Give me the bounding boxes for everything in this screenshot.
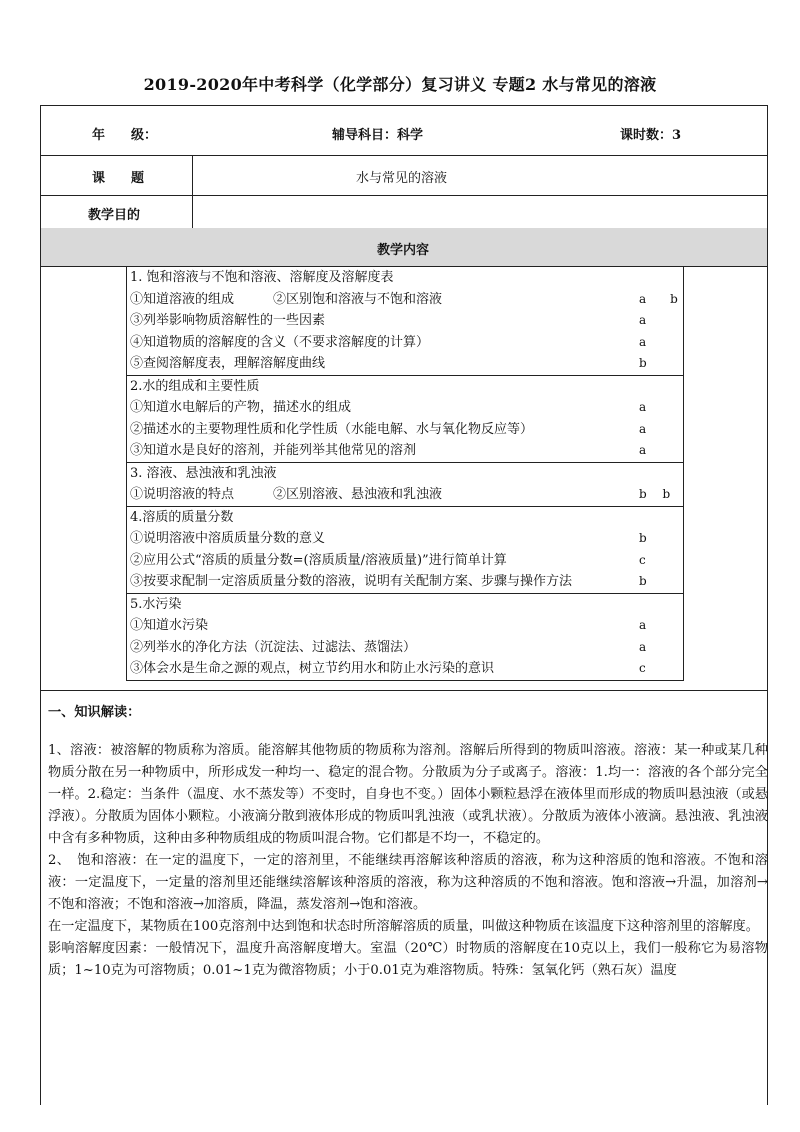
objective-line [127, 484, 683, 506]
objective-line [127, 615, 683, 637]
hours-label: 课时数：3 [620, 128, 682, 143]
objective-level: b b [639, 487, 671, 501]
objective-section [127, 463, 683, 507]
objective-section [127, 594, 683, 680]
objective-section [127, 507, 683, 594]
objective-level: a [639, 400, 647, 414]
objective-text: 3. 溶液、悬浊液和乳浊液 [130, 465, 277, 481]
objective-level: a [639, 443, 647, 457]
objective-text: ①说明溶液的特点 ②区别溶液、悬浊液和乳浊液 [130, 487, 443, 502]
objective-line [127, 637, 683, 659]
content-label: 教学内容 [377, 243, 430, 258]
knowledge-paragraph: 1、溶液：被溶解的物质称为溶质。能溶解其他物质的物质称为溶剂。溶解后所得到的物质叫溶液。溶液：某一种或某几种物质分散在另一种物质中，所形成发一种均一、稳定的混合物。分散质为分子或离子。溶液：1.均一：溶液的各个部分完全一样。2.稳定：当条件（温度、水不蒸发等）不变时，自身也不变。）固体小颗粒悬浮在液体里而形成的物质叫悬浊液（或悬浮液）。分散质为固体小颗粒。小液滴分散到液体形成的物质叫乳浊液（或乳状液）。分散质为液体小液滴。悬浊液、乳浊液中含有多种物质，这种由多种物质组成的物质叫混合物。它们都是不均一，不稳定的。 [48, 743, 768, 846]
objective-line [127, 397, 683, 419]
objective-text: ④知道物质的溶解度的含义（不要求溶解度的计算） [130, 334, 430, 350]
divider [40, 690, 768, 691]
subject-label: 辅导科目：科学 [332, 128, 424, 143]
objective-line [127, 310, 683, 332]
objective-line [127, 376, 683, 398]
objective-text: ⑤查阅溶解度表，理解溶解度曲线 [130, 356, 326, 371]
objective-line [127, 507, 683, 529]
objective-level: c [639, 661, 646, 675]
topic-value: 水与常见的溶液 [356, 171, 448, 186]
objective-text: 2.水的组成和主要性质 [130, 378, 260, 394]
knowledge-heading: 一、知识解读： [48, 705, 141, 720]
topic-label: 课 题 [92, 171, 145, 186]
objective-text: ③体会水是生命之源的观点，树立节约用水和防止水污染的意识 [130, 661, 495, 676]
objective-level: a [639, 618, 647, 632]
objective-text: 5.水污染 [130, 596, 182, 612]
objective-text: ③按要求配制一定溶质质量分数的溶液，说明有关配制方案、步骤与操作方法 [130, 574, 573, 589]
objective-level: b [639, 531, 647, 545]
objective-level: c [639, 552, 646, 567]
objective-line [127, 419, 683, 441]
objective-level: a [639, 313, 647, 327]
grade-label: 年 级： [92, 128, 158, 143]
objective-line [127, 594, 683, 616]
objective-text: ③列举影响物质溶解性的一些因素 [130, 313, 326, 328]
objective-level: b [639, 574, 647, 588]
objective-text: ①知道水污染 [130, 618, 209, 633]
objective-level: a [639, 421, 647, 436]
divider [40, 195, 768, 196]
objective-text: ①知道溶液的组成 ②区别饱和溶液与不饱和溶液 [130, 291, 443, 307]
objective-text: 4.溶质的质量分数 [130, 509, 234, 525]
column-divider [192, 155, 193, 228]
objective-line [127, 658, 683, 680]
objective-text: ③知道水是良好的溶剂，并能列举其他常见的溶剂 [130, 443, 417, 458]
objectives-table [126, 266, 684, 681]
objective-text: ①说明溶液中溶质质量分数的意义 [130, 531, 326, 546]
knowledge-paragraph: 在一定温度下，某物质在100克溶剂中达到饱和状态时所溶解溶质的质量，叫做这种物质在该温度下这种溶剂里的溶解度。 [48, 919, 759, 934]
objective-text: ②描述水的主要物理性质和化学性质（水能电解、水与氧化物反应等） [130, 421, 534, 437]
objective-line [127, 353, 683, 375]
objective-text: ②应用公式“溶质的质量分数=(溶质质量/溶液质量)”进行简单计算 [130, 552, 507, 568]
objective-line [127, 289, 683, 311]
objective-line [127, 463, 683, 485]
knowledge-paragraph: 影响溶解度因素：一般情况下，温度升高溶解度增大。室温（20℃）时物质的溶解度在10克以上，我们一般称它为易溶物质；1~10克为可溶物质；0.01~1克为微溶物质；小于0.01克为难溶物质。特殊：氢氧化钙（熟石灰）温度 [48, 941, 768, 978]
objective-level: b [639, 356, 647, 370]
objective-level: a [639, 334, 647, 349]
objective-text: 1. 饱和溶液与不饱和溶液、溶解度及溶解度表 [130, 270, 394, 285]
objective-line [127, 528, 683, 550]
knowledge-section [48, 702, 768, 982]
divider [40, 155, 768, 156]
objective-line [127, 332, 683, 354]
objective-text: ②列举水的净化方法（沉淀法、过滤法、蒸馏法） [130, 639, 417, 655]
knowledge-paragraph: 2、 饱和溶液：在一定的温度下，一定的溶剂里，不能继续再溶解该种溶质的溶液，称为这种溶质的饱和溶液。不饱和溶液：一定温度下，一定量的溶剂里还能继续溶解该种溶质的溶液，称为这种溶质的不饱和溶液。饱和溶液→升温，加溶剂→不饱和溶液；不饱和溶液→加溶质，降温，蒸发溶剂→饱和溶液。 [48, 853, 768, 912]
objective-line [127, 571, 683, 593]
goal-label: 教学目的 [88, 208, 141, 223]
objective-level: a [639, 639, 647, 654]
objective-level: a b [639, 291, 678, 306]
objective-text: ①知道水电解后的产物，描述水的组成 [130, 400, 352, 415]
document-title: 2019-2020年中考科学（化学部分）复习讲义 专题2 水与常见的溶液 [143, 75, 657, 94]
objective-section [127, 267, 683, 376]
objective-section [127, 376, 683, 463]
objective-line [127, 550, 683, 572]
objective-line [127, 267, 683, 289]
objective-line [127, 440, 683, 462]
